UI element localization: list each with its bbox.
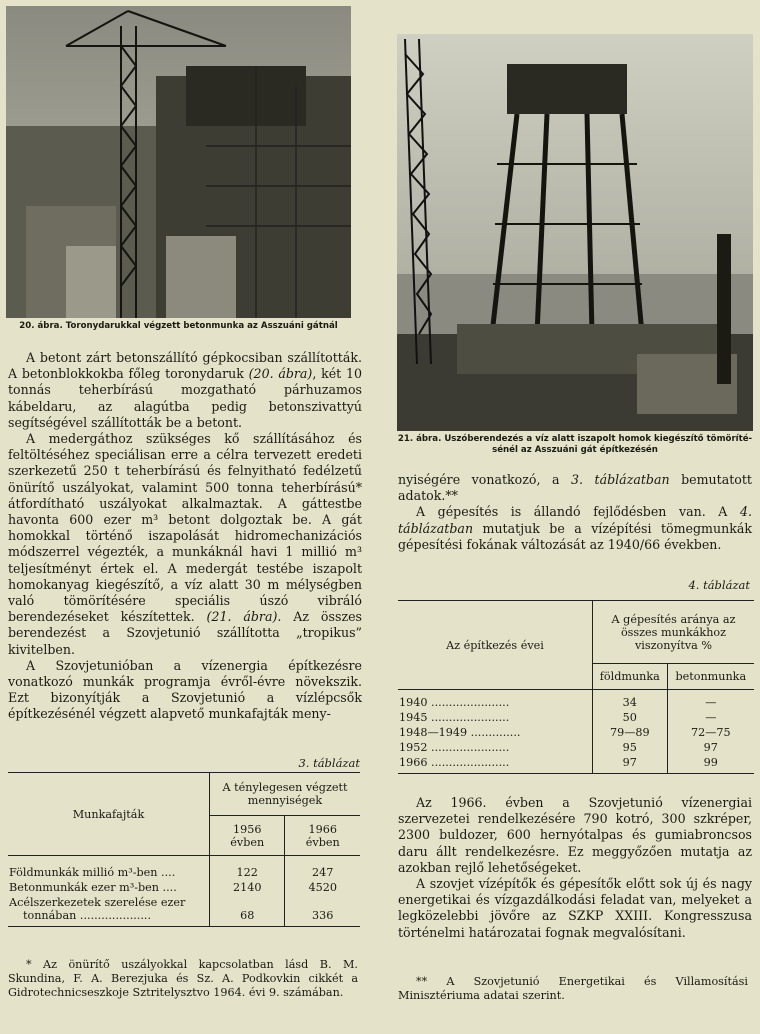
right-column-text-top (398, 472, 752, 553)
figure-21-caption-line-1: 21. ábra. Uszóberendezés a víz alatt iszapolt homok kiegészítő tömöríté- (397, 434, 753, 444)
table-3-col-type: Munkafajták (8, 773, 209, 856)
figure-20-photo (6, 6, 351, 318)
floating-vibrator-rig-photo (397, 34, 753, 431)
table-3-col-group: A ténylegesen végzett mennyiségek (209, 773, 360, 816)
table-row: Földmunkák millió m³-ben .... 122 247 (8, 856, 360, 881)
left-paragraph-2: A medergáthoz szükséges kő szállításához és feltöltéséhez speciálisan erre a célra tervezett eredeti szerkezetű 250 t teherbírású és felnyitható fedélzetű önürítő uszályokat, valamint 500 tonna teherbírású* átfordítható uszályokat alkalmaztak. A gáttestbe havonta 600 ezer m³ betont dolgoztak be. A gát homokkal történő iszapolását hidromechanizációs módszerrel végezték, a munkáknál havi 1 millió m³ teljesítményt értek el. A medergát testébe iszapolt homokanyag kiegészítő, a víz alatt 30 m mélységben való tömörítésére speciális úszó vibráló berendezéseket készítettek. (21. ábra). Az összes berendezést a Szovjetunió szállította „tropikus” kivitelben. (8, 431, 362, 657)
left-column-text (8, 350, 362, 723)
footnote-2: ** A Szovjetunió Energetikai és Villamosítási Minisztériuma adatai szerint. (398, 975, 748, 1002)
table-row: 1966 ...................... 97 99 (398, 755, 754, 774)
table-4 (398, 600, 754, 774)
table-3-label: 3. táblázat (298, 756, 360, 770)
right-paragraph-4: A szovjet vízépítők és gépesítők előtt sok új és nagy energetikai és vízgazdálkodási feladat van, melyeket a legközelebbi jövőre az SZKP XXIII. Kongresszusa történelmi határozatai fognak megvalósítani. (398, 876, 752, 940)
right-column-text-bottom (398, 795, 752, 941)
left-paragraph-3: A Szovjetunióban a vízenergia építkezésre vonatkozó munkák programja évről-évre növekszik. Ezt bizonyítják a Szovjetunió a vízlépcsők építkezésénél végzett alapvető munkafajták meny- (8, 657, 362, 722)
table-3-col-1956: 1956 évben (209, 816, 285, 856)
table-4-col-concrete: betonmunka (667, 664, 754, 690)
table-row: 1940 ...................... 34 — (398, 690, 754, 711)
figure-21-caption-line-2: sénél az Asszuáni gát építkezésén (492, 445, 658, 455)
table-row: Acélszerkezetek szerelése ezer tonnában .................... 68 336 (8, 895, 360, 927)
table-row: Betonmunkák ezer m³-ben .... 2140 4520 (9, 881, 337, 894)
dam-construction-tower-cranes-photo (6, 6, 351, 318)
right-paragraph-2: A gépesítés is állandó fejlődésben van. A 4. táblázatban mutatjuk be a vízépítési tömegmunkák gépesítési fokának változását az 1940/66 években. (398, 504, 752, 552)
table-3-col-1966: 1966 évben (285, 816, 360, 856)
figure-20-reference: (20. ábra) (248, 366, 313, 382)
table-row: 1948—1949 .............. 79—89 72—75 (399, 726, 731, 739)
table-4-col-earth: földmunka (593, 664, 668, 690)
left-paragraph-1: A betont zárt betonszállító gépkocsiban szállították. A betonblokkokba főleg toronydaruk (20. ábra), két 10 tonnás teherbírású mozgatható párhuzamos kábeldaru, az alagútba pedig betonszivattyú segítségével szállították be a betont. (8, 350, 362, 430)
table-4-label: 4. táblázat (688, 578, 750, 592)
table-3 (8, 772, 360, 927)
figure-21-caption (397, 434, 753, 456)
right-paragraph-3: Az 1966. évben a Szovjetunió vízenergiai szervezetei rendelkezésére 790 kotró, 300 szkréper, 2300 buldozer, 600 hernyótalpas és gumiabroncsos daru állt rendelkezésre. Ez meggyőzően mutatja az azokban rejlő lehetőségeket. (398, 795, 752, 875)
figure-21-photo (397, 34, 753, 431)
right-paragraph-1: nyiségére vonatkozó, a 3. táblázatban bemutatott adatok.** (398, 472, 752, 504)
figure-21-reference: (21. ábra) (206, 609, 278, 625)
table-row: 1945 ...................... 50 — (399, 711, 717, 724)
table-4-reference: 4. táblázatban (398, 504, 752, 536)
footnote-1: * Az önürítő uszályokkal kapcsolatban lásd B. M. Skundina, F. A. Berezjuka és Sz. A. Podkovkin cikkét a Gidrotechnicseszkoje Sztritelysztvo 1964. évi 9. számában. (8, 958, 358, 999)
figure-20-caption: 20. ábra. Toronydarukkal végzett betonmunka az Asszuáni gátnál (19, 321, 338, 331)
table-3-reference: 3. táblázatban (571, 472, 670, 487)
table-4-col-group: A gépesítés aránya az összes munkákhoz viszonyítva % (593, 601, 755, 664)
table-4-col-years: Az építkezés évei (398, 601, 593, 690)
table-row: 1952 ...................... 95 97 (399, 741, 718, 754)
